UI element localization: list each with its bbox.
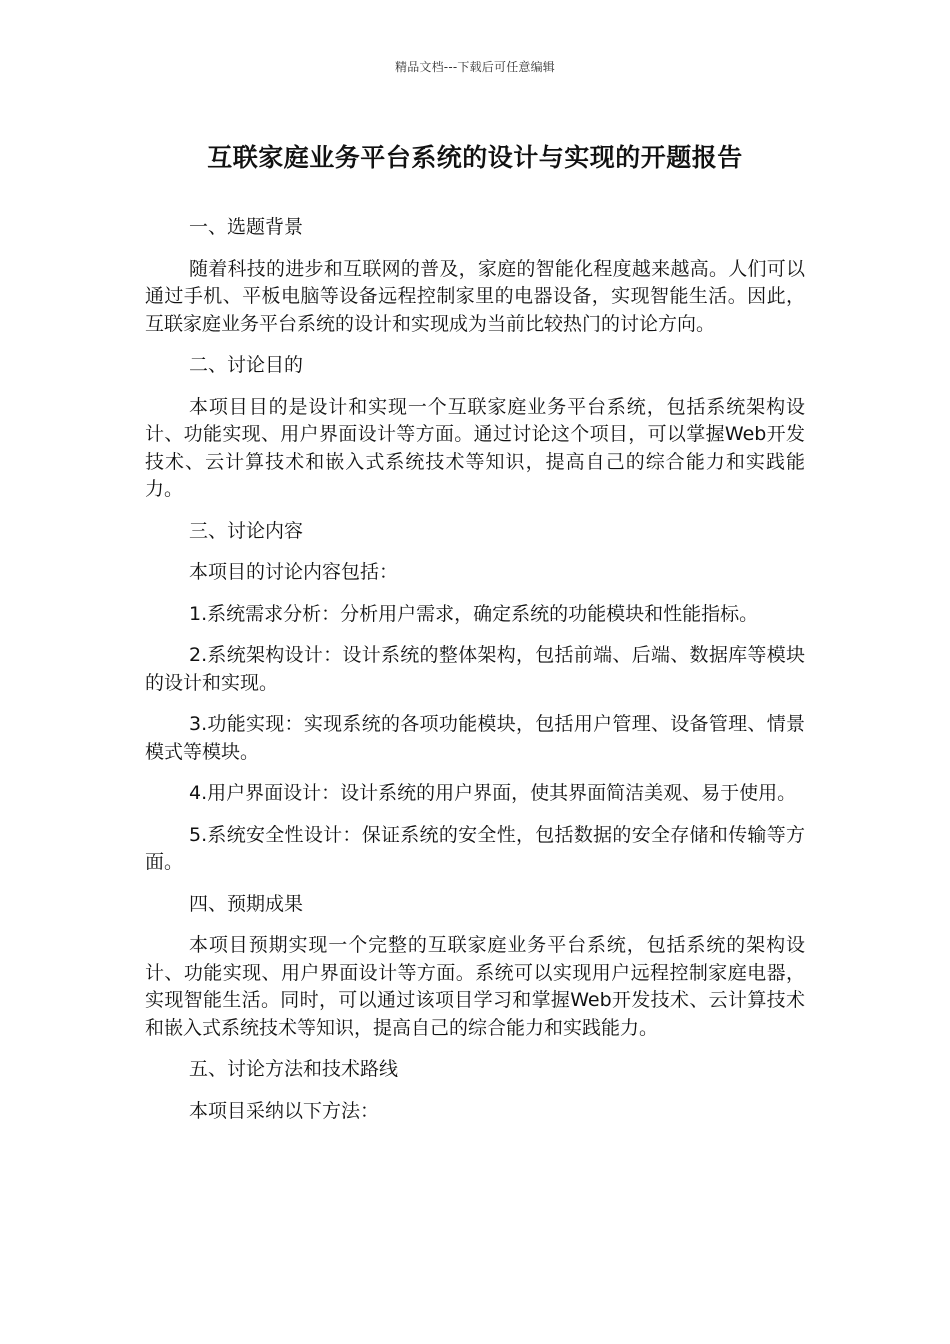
list-item-ui-design: 4.用户界面设计：设计系统的用户界面，使其界面简洁美观、易于使用。: [189, 782, 797, 804]
section-heading-content: 三、讨论内容: [189, 519, 304, 542]
section-heading-methods: 五、讨论方法和技术路线: [189, 1058, 399, 1080]
section-heading-outcomes: 四、预期成果: [189, 892, 304, 915]
list-item-features: 3.功能实现：实现系统的各项功能模块，包括用户管理、设备管理、情景模式等模块。: [145, 713, 805, 763]
section-heading-purpose: 二、讨论目的: [189, 354, 304, 376]
list-item-requirements: 1.系统需求分析：分析用户需求，确定系统的功能模块和性能指标。: [189, 602, 759, 625]
section-heading-background: 一、选题背景: [189, 216, 304, 238]
list-item-architecture: 2.系统架构设计：设计系统的整体架构，包括前端、后端、数据库等模块的设计和实现。: [145, 644, 805, 694]
paragraph-methods-intro: 本项目采纳以下方法：: [189, 1099, 380, 1122]
paragraph-background: 随着科技的进步和互联网的普及，家庭的智能化程度越来越高。人们可以通过手机、平板电脑等设备远程控制家里的电器设备，实现智能生活。因此，互联家庭业务平台系统的设计和实现成为当前比较热门的讨论方向。: [145, 257, 805, 335]
document-body: [145, 214, 805, 1139]
paragraph-outcomes: 本项目预期实现一个完整的互联家庭业务平台系统，包括系统的架构设计、功能实现、用户界面设计等方面。系统可以实现用户远程控制家庭电器，实现智能生活。同时，可以通过该项目学习和掌握Web开发技术、云计算技术和嵌入式系统技术等知识，提高自己的综合能力和实践能力。: [145, 934, 805, 1039]
paragraph-content-intro: 本项目的讨论内容包括：: [189, 561, 399, 583]
document-title: 互联家庭业务平台系统的设计与实现的开题报告: [207, 143, 743, 172]
header-note: 精品文档---下载后可任意编辑: [395, 60, 555, 74]
list-item-security: 5.系统安全性设计：保证系统的安全性，包括数据的安全存储和传输等方面。: [145, 823, 805, 873]
paragraph-purpose: 本项目目的是设计和实现一个互联家庭业务平台系统，包括系统架构设计、功能实现、用户界面设计等方面。通过讨论这个项目，可以掌握Web开发技术、云计算技术和嵌入式系统技术等知识，提高自己的综合能力和实践能力。: [145, 395, 805, 500]
